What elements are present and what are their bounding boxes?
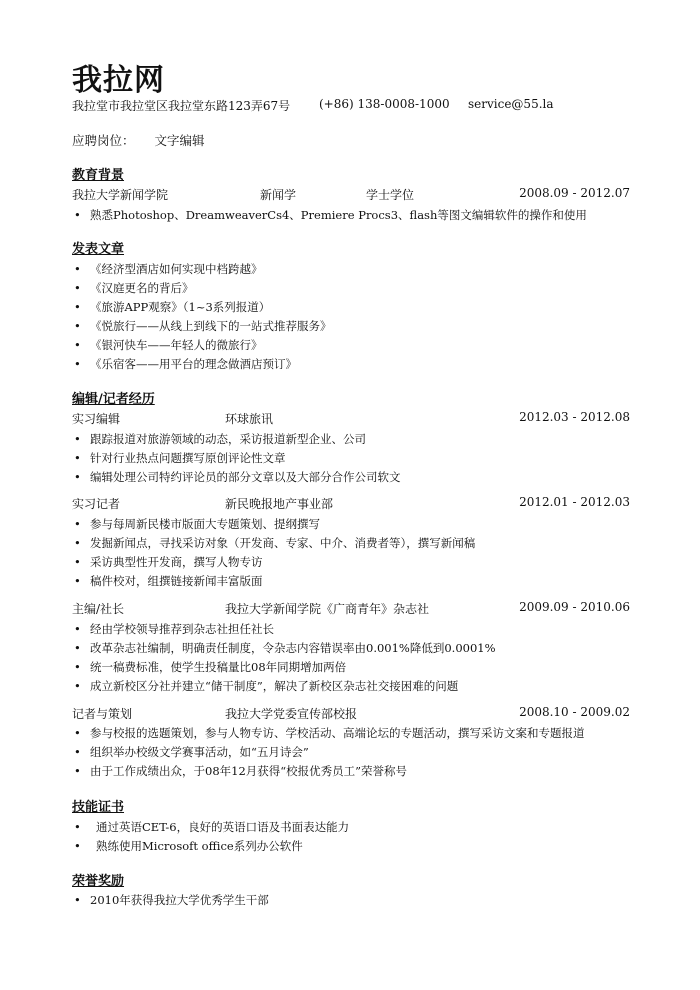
school: 我拉大学新闻学院 bbox=[72, 188, 169, 202]
list-item: • 稿件校对，组撰链接新闻丰富版面 bbox=[74, 574, 263, 588]
list-item: • 《乐宿客——用平台的理念做酒店预订》 bbox=[74, 357, 297, 371]
list-item: • 《经济型酒店如何实现中档跨越》 bbox=[74, 262, 263, 276]
section-title-honors: 荣誉奖励 bbox=[72, 874, 125, 889]
job-role: 主编/社长 bbox=[72, 602, 125, 616]
job-role: 实习记者 bbox=[72, 497, 121, 511]
job-role: 记者与策划 bbox=[72, 707, 133, 721]
section-title-skills: 技能证书 bbox=[72, 800, 125, 815]
job-org: 我拉大学党委宣传部校报 bbox=[225, 707, 358, 721]
job-role: 实习编辑 bbox=[72, 412, 121, 426]
list-item: • 《汉庭更名的背后》 bbox=[74, 281, 194, 295]
job-row bbox=[72, 410, 630, 426]
job-period: 2009.09 - 2010.06 bbox=[519, 600, 630, 614]
list-item: • 改革杂志社编制，明确责任制度，令杂志内容错误率由0.001%降低到0.0001% bbox=[74, 641, 496, 655]
candidate-name: 我拉网 bbox=[72, 63, 165, 98]
section-title-experience: 编辑/记者经历 bbox=[72, 392, 155, 407]
list-item: • 熟悉Photoshop、DreamweaverCs4、Premiere Procs3、flash等图文编辑软件的操作和使用 bbox=[74, 208, 587, 222]
list-item: • 组织举办校级文学赛事活动，如“五月诗会” bbox=[74, 745, 309, 759]
job-row bbox=[72, 495, 630, 511]
list-item: • 熟练使用Microsoft office系列办公软件 bbox=[74, 839, 303, 853]
degree: 学士学位 bbox=[366, 188, 415, 202]
job-period: 2008.10 - 2009.02 bbox=[519, 705, 630, 719]
job-period: 2012.03 - 2012.08 bbox=[519, 410, 630, 424]
list-item: • 跟踪报道对旅游领域的动态，采访报道新型企业、公司 bbox=[74, 432, 366, 446]
list-item: • 《悦旅行——从线上到线下的一站式推荐服务》 bbox=[74, 319, 332, 333]
list-item: • 通过英语CET-6，良好的英语口语及书面表达能力 bbox=[74, 820, 350, 834]
list-item: • 采访典型性开发商，撰写人物专访 bbox=[74, 555, 263, 569]
list-item: • 发掘新闻点，寻找采访对象（开发商、专家、中介、消费者等），撰写新闻稿 bbox=[74, 536, 476, 550]
list-item: • 成立新校区分社并建立“储干制度”，解决了新校区杂志社交接困难的问题 bbox=[74, 679, 459, 693]
major: 新闻学 bbox=[260, 188, 297, 202]
section-title-education: 教育背景 bbox=[72, 168, 125, 183]
job-org: 新民晚报地产事业部 bbox=[225, 497, 334, 511]
list-item: • 参与每周新民楼市版面大专题策划、提纲撰写 bbox=[74, 517, 320, 531]
period: 2008.09 - 2012.07 bbox=[519, 186, 630, 200]
list-item: • 编辑处理公司特约评论员的部分文章以及大部分合作公司软文 bbox=[74, 470, 401, 484]
job-row bbox=[72, 705, 630, 721]
list-item: • 经由学校领导推荐到杂志社担任社长 bbox=[74, 622, 274, 636]
position-label: 应聘岗位： bbox=[72, 133, 135, 148]
applied-position bbox=[72, 131, 205, 149]
education-row bbox=[72, 186, 630, 202]
position-value: 文字编辑 bbox=[154, 133, 205, 148]
email: service@55.la bbox=[468, 97, 554, 111]
job-org: 我拉大学新闻学院《广商青年》杂志社 bbox=[225, 602, 430, 616]
job-period: 2012.01 - 2012.03 bbox=[519, 495, 630, 509]
job-org: 环球旅讯 bbox=[225, 412, 274, 426]
list-item: • 参与校报的选题策划，参与人物专访、学校活动、高端论坛的专题活动，撰写采访文案和专题报道 bbox=[74, 726, 585, 740]
section-title-articles: 发表文章 bbox=[72, 242, 125, 257]
list-item: • 《银河快车——年轻人的微旅行》 bbox=[74, 338, 263, 352]
list-item: • 针对行业热点问题撰写原创评论性文章 bbox=[74, 451, 286, 465]
list-item: • 2010年获得我拉大学优秀学生干部 bbox=[74, 893, 269, 907]
address: 我拉堂市我拉堂区我拉堂东路123弄67号 bbox=[72, 99, 291, 113]
list-item: • 《旅游APP观察》（1~3系列报道） bbox=[74, 300, 271, 314]
list-item: • 统一稿费标准，使学生投稿量比08年同期增加两倍 bbox=[74, 660, 347, 674]
phone: (+86) 138-0008-1000 bbox=[319, 97, 450, 111]
list-item: • 由于工作成绩出众，于08年12月获得“校报优秀员工”荣誉称号 bbox=[74, 764, 408, 778]
job-row bbox=[72, 600, 630, 616]
